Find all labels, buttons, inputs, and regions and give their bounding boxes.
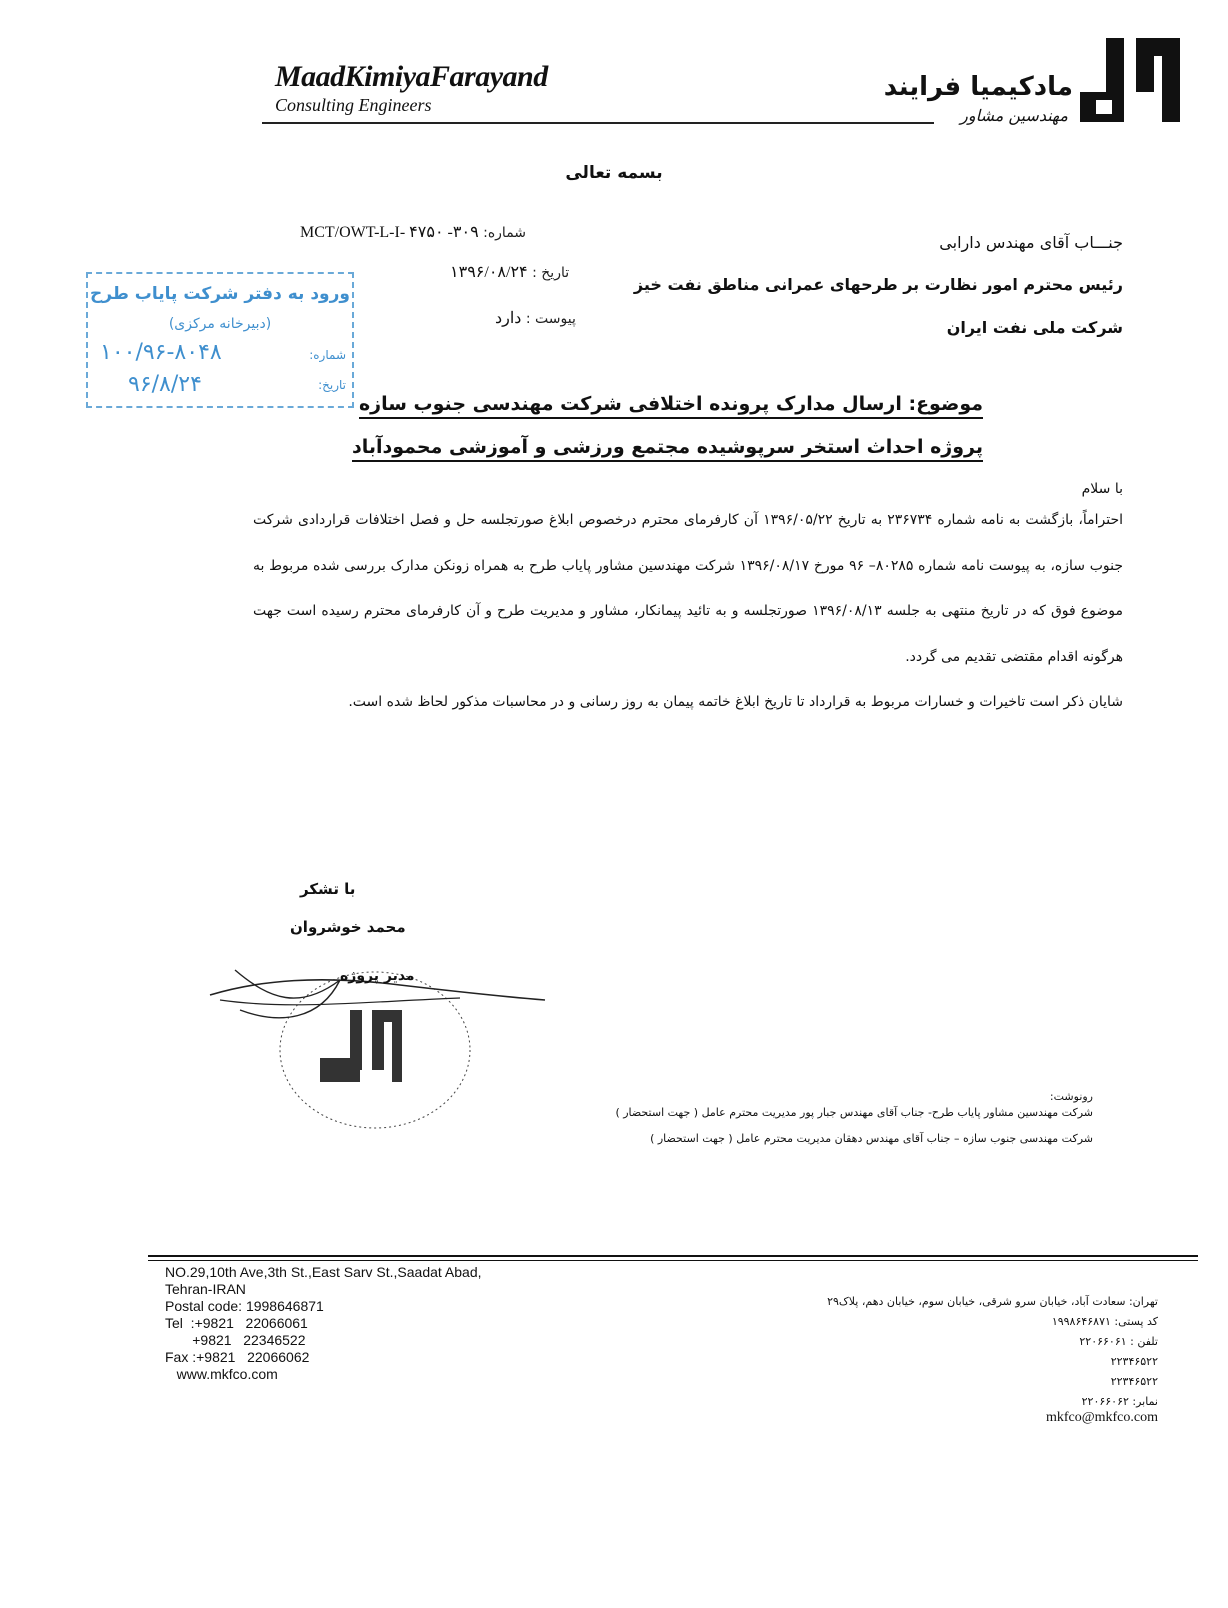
stamp-date-label: تاریخ:: [318, 378, 346, 392]
signer-name: محمد خوشروان: [290, 918, 406, 936]
receipt-stamp: [86, 272, 354, 408]
letter-body: [253, 498, 1123, 726]
basmala-heading: بسمه تعالی: [565, 163, 663, 183]
brand-name-fa: مادکیمیا فرایند: [883, 72, 1073, 102]
footer-fa-tel: تلفن : ۲۲۰۶۶۰۶۱: [1079, 1335, 1158, 1348]
footer-fa-fax: نمابر: ۲۲۰۶۶۰۶۲: [1081, 1395, 1158, 1408]
footer-fa-tel: ۲۲۳۴۶۵۲۲: [1110, 1375, 1158, 1388]
letter-date-label: تاریخ :: [532, 265, 570, 281]
footer-en-line: www.mkfco.com: [165, 1366, 278, 1382]
footer-en-line: Fax :+9821 22066062: [165, 1349, 310, 1365]
letter-attachment: [495, 308, 576, 328]
footer-en-line: +9821 22346522: [165, 1332, 306, 1348]
footer-en-line: Tel :+9821 22066061: [165, 1315, 308, 1331]
addressee-title: رئیس محترم امور نظارت بر طرحهای عمرانی مناطق نفت خیز: [633, 275, 1123, 294]
cc-recipient: شرکت مهندسی جنوب سازه – جناب آقای مهندس دهقان مدیریت محترم عامل ( جهت استحضار ): [650, 1132, 1093, 1145]
closing-phrase: با تشکر: [300, 880, 356, 898]
footer-en-line: NO.29,10th Ave,3th St.,East Sarv St.,Saadat Abad,: [165, 1264, 482, 1280]
stamp-number-label: شماره:: [309, 348, 346, 362]
letter-attachment-value: دارد: [495, 310, 522, 327]
company-logo-icon: [1076, 30, 1186, 130]
footer-address-en: [165, 1264, 482, 1383]
footer-address-fa: [827, 1292, 1158, 1412]
body-paragraph: شایان ذکر است تاخیرات و خسارات مربوط به قرارداد تا تاریخ ابلاغ خاتمه پیمان به روز رسانی و در محاسبات مذکور لحاظ شده است.: [348, 694, 1123, 710]
footer-fa-postal: کد پستی: ۱۹۹۸۶۴۶۸۷۱: [1051, 1315, 1158, 1328]
brand-subtitle-en: Consulting Engineers: [275, 95, 432, 115]
stamp-number-value: ۱۰۰/۹۶-۸۰۴۸: [100, 340, 222, 365]
footer-email: mkfco@mkfco.com: [1045, 1410, 1158, 1425]
letter-number-value: ۳۰۹- MCT/OWT-L-I- ۴۷۵۰: [300, 224, 479, 241]
signer-role: مدیر پروژه: [340, 968, 415, 984]
footer-en-line: Postal code: 1998646871: [165, 1298, 324, 1314]
letter-date: [450, 262, 569, 282]
letter-date-value: ۱۳۹۶/۰۸/۲۴: [450, 264, 528, 281]
brand-subtitle-fa: مهندسین مشاور: [960, 106, 1068, 125]
cc-label: رونوشت:: [1049, 1090, 1093, 1103]
footer-divider: [148, 1255, 1198, 1257]
footer-en-line: Tehran-IRAN: [165, 1281, 246, 1297]
greeting: با سلام: [1081, 481, 1123, 497]
footer-divider-thin: [148, 1260, 1198, 1261]
stamp-subtitle: (دبیرخانه مرکزی): [168, 316, 272, 332]
letter-number-label: شماره:: [483, 225, 527, 241]
addressee-company: شرکت ملی نفت ایران: [946, 318, 1123, 337]
footer-fa-address: تهران: سعادت آباد، خیابان سرو شرقی، خیابان سوم، خیابان دهم، پلاک۲۹: [827, 1295, 1158, 1308]
brand-name-en: MaadKimiyaFarayand: [275, 60, 548, 93]
stamp-date-value: ۹۶/۸/۲۴: [128, 372, 202, 397]
stamp-title: ورود به دفتر شرکت پایاب طرح: [90, 284, 350, 304]
letter-attachment-label: پیوست :: [525, 311, 576, 327]
subject-line-2: پروژه احداث استخر سرپوشیده مجتمع ورزشی و آموزشی محمودآباد: [352, 436, 983, 462]
footer-fa-tel: ۲۲۳۴۶۵۲۲: [1110, 1355, 1158, 1368]
addressee-name: جنـــاب آقای مهندس دارابی: [939, 233, 1123, 252]
header-divider: [262, 122, 934, 124]
cc-recipient: شرکت مهندسین مشاور پایاب طرح- جناب آقای مهندس جبار پور مدیریت محترم عامل ( جهت استحضار ): [615, 1106, 1093, 1119]
letter-number: [300, 222, 526, 242]
body-paragraph: احتراماً، بازگشت به نامه شماره ۲۳۶۷۳۴ به تاریخ ۱۳۹۶/۰۵/۲۲ آن کارفرمای محترم درخصوص ابلاغ صورتجلسه حل و فصل اختلافات قراردادی شرکت جنوب سازه، به پیوست نامه شماره ۸۰۲۸۵– ۹۶ مورخ ۱۳۹۶/۰۸/۱۷ شرکت مهندسین مشاور پایاب طرح به همراه زونکن مدارک بررسی شده مربوط به موضوع فوق که در تاریخ منتهی به جلسه ۱۳۹۶/۰۸/۱۳ صورتجلسه و به تائید پیمانکار، مشاور و مدیریت طرح و آن کارفرمای محترم رسیده است جهت هرگونه اقدام مقتضی تقدیم می گردد.: [253, 512, 1124, 665]
subject-line-1: موضوع: ارسال مدارک پرونده اختلافی شرکت مهندسی جنوب سازه: [359, 393, 983, 419]
